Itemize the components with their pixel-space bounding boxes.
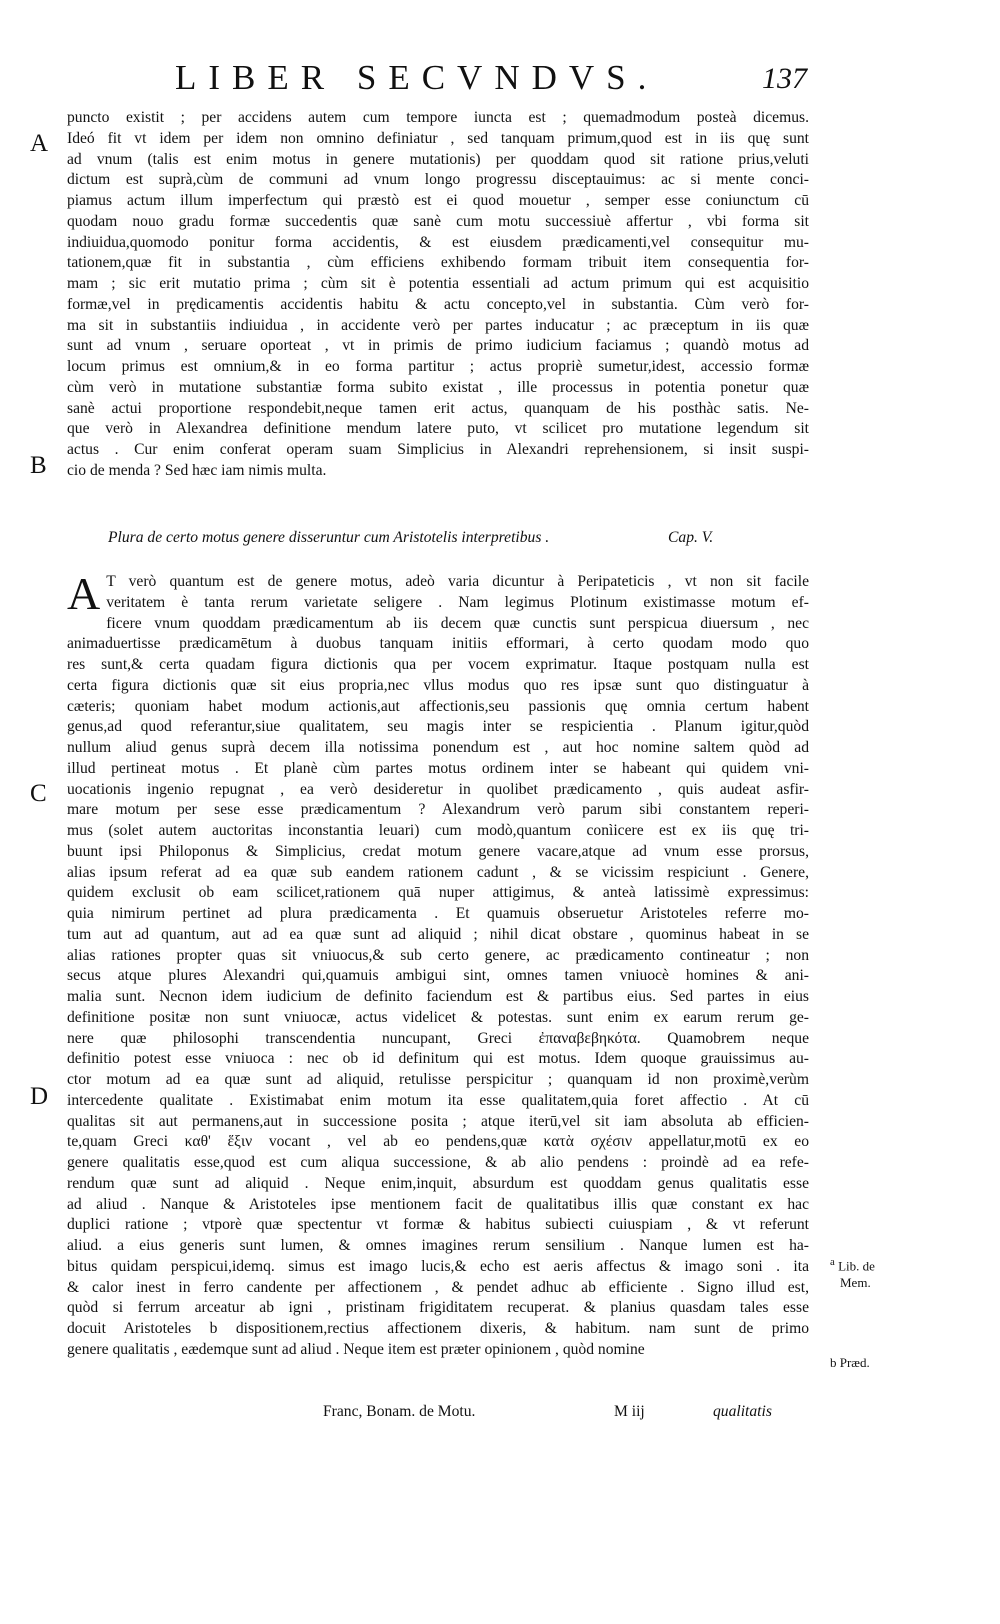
lower-text-line: quòd si ferrum arceatur ab igni , pristinam frigiditatem recuperat. & planius quasdam tales esse — [67, 1299, 809, 1317]
chapter-heading — [108, 529, 813, 547]
lower-text-line: uocationis ingenio repugnat , ea verò desideretur in quolibet prædicamento , quis audeat asfir- — [67, 780, 809, 798]
lower-text-line: rendum quæ sunt ad aliquid . Neque enim,inquit, absurdum est quoddam genus qualitatis esse — [67, 1174, 809, 1192]
running-title: LIBER SECVNDVS. — [175, 58, 659, 97]
chapter-number: Cap. V. — [668, 529, 714, 546]
upper-text-line: locum primus est omnium,& in eo forma partitur ; actus propriè sumetur,idest, accessio formæ — [67, 358, 809, 375]
text-block-upper — [67, 108, 809, 482]
upper-text-line: puncto existit ; per accidens autem cum tempore iuncta est ; quemadmodum posteà dicemus. — [67, 109, 809, 126]
lower-text-line: genus,ad quod referantur,siue qualitatem, seu magis inter se respicientia . Planum igitur,quòd — [67, 718, 809, 736]
upper-text-line: que verò in Alexandrea definitione mendum latere puto, vt scilicet pro mutatione legendum sit — [67, 420, 809, 438]
lower-text-line: docuit Aristoteles b dispositionem,rectius affectionem dixeris, & habitum. nam sunt de primo — [67, 1320, 809, 1337]
upper-text-line: ad vnum (talis est enim motus in genere mutationis) per quoddam quod sit ratione prius,veluti — [67, 150, 809, 168]
lower-text-line: illud pertineat motus . Et planè cùm partes motus ordinem inter se habeant qui quidem vni- — [67, 759, 809, 777]
page-footer — [0, 1403, 1000, 1433]
lower-text-line: genere qualitatis , eædemque sunt ad aliud . Neque item est præter opinionem , quòd nomine — [67, 1340, 645, 1358]
margin-note-a-text-2: Mem. — [840, 1275, 871, 1291]
text-block-lower — [67, 568, 809, 1361]
lower-text-line: bitus quidam perspicui,idemq. simus est imago lucis,& echo est aeris affectus & imago soni . ita — [67, 1257, 809, 1275]
catchword: qualitatis — [713, 1403, 772, 1420]
footer-author: Franc, Bonam. de Motu. — [323, 1403, 476, 1420]
section-marker-b: B — [30, 452, 47, 479]
lower-text-line: tum aut ad quantum, aut ad ea quæ sunt ad aliquid ; nihil dicat obstare , quominus habeat in se — [67, 925, 809, 943]
margin-note-b — [830, 1354, 870, 1371]
margin-note-a — [830, 1254, 875, 1291]
lower-text-line: alias ipsum referat ad ea quæ sub eandem rationem cadunt , & se vicissim respiciunt . Genere, — [67, 863, 809, 881]
upper-text-line: actus . Cur enim conferat operam suam Simplicius in Alexandri reprehensionem, si insit suspi- — [67, 441, 809, 458]
lower-text-line: res sunt,& certa quadam figura dictionis qua per vocem exprimatur. Itaque postquam nulla est — [67, 656, 809, 673]
upper-text-line: cio de menda ? Sed hæc iam nimis multa. — [67, 461, 327, 479]
chapter-title: Plura de certo motus genere disseruntur cum Aristotelis interpretibus . — [108, 529, 550, 546]
upper-text-line: ma sit in substantiis indiuidua , in accidente verò per partes inducatur ; ac præceptum in iis quæ — [67, 316, 809, 334]
lower-text-line: ctor motum ad ea quæ sunt ad aliquid, retulisse perspicitur ; quanquam id non proximè,verùm — [67, 1071, 809, 1088]
margin-note-b-text: Præd. — [839, 1355, 870, 1370]
lower-text-line: mare motum per sese esse prædicamentum ? Alexandrum verò parum sibi constantem reperi- — [67, 801, 809, 819]
lower-text-line: nullum aliud genus suprà decem illa notissima ponendum est , aut hoc nomine saltem quòd ad — [67, 739, 809, 756]
margin-note-b-label: b — [830, 1355, 837, 1370]
upper-text-line: sunt ad vnum , seruare oporteat , vt in primis de primo iudicium faciamus ; quandò motus ad — [67, 337, 809, 355]
lower-text-line: animaduertisse prædicamētum à duobus tanquam initiis efformari, à certo quodam modo quo — [67, 635, 809, 653]
lower-text-line: duplici ratione ; vtporè quæ spectentur vt formæ & habitus subiecti cuiuspiam , & vt referunt — [67, 1216, 809, 1234]
section-marker-d: D — [30, 1083, 49, 1110]
page-number: 137 — [762, 62, 807, 95]
drop-capital: A — [67, 568, 101, 619]
upper-text-line: cùm verò in mutatione substantiæ forma subito existat , ille processus in potentia ponetur quæ — [67, 378, 809, 396]
upper-text-line: dictum est suprà,cùm de communi ad vnum longo progressu disceptauimus: ac si mente conci- — [67, 171, 809, 189]
lower-text-line: T verò quantum est de genere motus, adeò varia dicuntur à Peripateticis , vt non sit facile — [106, 573, 809, 590]
page-header — [0, 58, 1000, 108]
lower-text-line: te,quam Greci καθ' ἕξιν vocant , vel ab eo pendens,quæ κατὰ σχέσιν appellatur,motū ex eo — [67, 1133, 809, 1151]
lower-text-line: genere qualitatis esse,quod est cum aliqua successione, & ab alio pendens : proindè ad ea refe- — [67, 1154, 809, 1171]
lower-text-line: mus (solet autem auctoritas inconstantia leuari) cum modò,quantum conìicere est ex iis quę tri- — [67, 822, 809, 839]
lower-text-line: quia nimirum pertinet ad plura prædicamenta . Et quamuis obseruetur Aristoteles referre mo- — [67, 905, 809, 922]
section-marker-a: A — [30, 130, 49, 157]
upper-text-line: indiuidua,quomodo ponitur forma accidentis, & est eiusdem prædicamenti,vel consequitur mu- — [67, 233, 809, 251]
margin-note-a-text-1: Lib. de — [838, 1258, 875, 1274]
lower-text-line: secus atque plures Alexandri qui,quamuis ambigui sint, omnes tamen vniuocè homines & ani- — [67, 967, 809, 985]
margin-note-a-label: a — [830, 1256, 835, 1268]
upper-text-line: sanè actui proportione respondebit,neque tamen erit actus, quanquam de his posthàc satis. Ne- — [67, 399, 809, 417]
lower-text-line: alias rationes propter quas sit vniuocus,& sub certo genere, ac prædicamento contineatur ; non — [67, 946, 809, 964]
lower-text-line: definitione positæ non sunt vniuocæ, actus videlicet & potestas. sunt enim ex earum rerum ge- — [67, 1008, 809, 1026]
upper-text-line: mam ; sic erit mutatio prima ; cùm sit è potentia essentiali ad actum primum qui est acquisitio — [67, 275, 809, 292]
lower-text-line: intercedente qualitate . Existimabat enim motum ita esse qualitatem,quia foret affectio . At cū — [67, 1091, 809, 1109]
lower-text-line: ad aliud . Nanque & Aristoteles ipse mentionem facit de qualitatibus illis quæ constant ex hac — [67, 1195, 809, 1213]
upper-text-line: piamus actum illum imperfectum qui præstò est ei quod mouetur , semper esse coniunctum cū — [67, 192, 809, 209]
lower-text-line: & calor inest in ferro candente per affectionem , & pendet adhuc ab efficiente . Signo illud est, — [67, 1278, 809, 1296]
upper-text-line: formæ,vel in prędicamentis accidentis habitu & actu concepto,vel in substantia. Cùm verò for- — [67, 295, 809, 313]
signature-mark: M iij — [614, 1403, 645, 1420]
lower-text-line: cæteris; quoniam habet modum actionis,aut affectionis,seu passionis quę omnia certum habent — [67, 697, 809, 715]
lower-text-line: malia sunt. Necnon idem iudicium de definito faciendum est & partibus eius. Sed partes in eius — [67, 988, 809, 1005]
lower-text-line: qualitas sit aut permanens,aut in successione posita ; atque iterū,vel sit iam absoluta ab efficien- — [67, 1112, 809, 1130]
lower-text-line: veritatem è tanta rerum varietate seligere . Nam legimus Plotinum existimasse motum ef- — [106, 593, 809, 611]
lower-text-line: aliud. a eius generis sunt lumen, & omnes imagines rerum sensilium . Nanque lumen est ha- — [67, 1237, 809, 1254]
upper-text-line: quodam nouo gradu formæ succedentis quæ sanè cum motu successiuè affertur , vbi forma sit — [67, 212, 809, 230]
section-marker-c: C — [30, 780, 47, 807]
upper-text-line: tationem,quæ fit in substantia , cùm efficiens exhibendo formam tribuit item consequentia for- — [67, 254, 809, 272]
lower-text-line: nere quæ philosophi transcendentia nuncupant, Greci ἐπαναβεβηκότα. Quamobrem neque — [67, 1029, 809, 1047]
lower-text-line: certa figura dictionis quæ sit eius propria,nec vllus modus quo res ipsæ sunt quo distinguatur à — [67, 676, 809, 694]
lower-text-line: quidem exclusit ob eam scilicet,rationem quā nuper attigimus, & anteà latissimè expressimus: — [67, 884, 809, 902]
upper-text-line: Ideó fit vt idem per idem non omnino definiatur , sed tanquam primum,quod est in iis quę sunt — [67, 129, 809, 147]
lower-text-line: ficere vnum quoddam prædicamentum ab iis decem quæ cunctis sunt perspicua diuersum , nec — [106, 614, 809, 632]
lower-text-line: definitio potest esse vniuoca : nec ob id definitum qui est motus. Idem quoque grauissimus au- — [67, 1050, 809, 1068]
lower-text-line: buunt ipsi Philoponus & Simplicius, credat motum genere vacare,atque ad vnum esse prorsus, — [67, 842, 809, 860]
